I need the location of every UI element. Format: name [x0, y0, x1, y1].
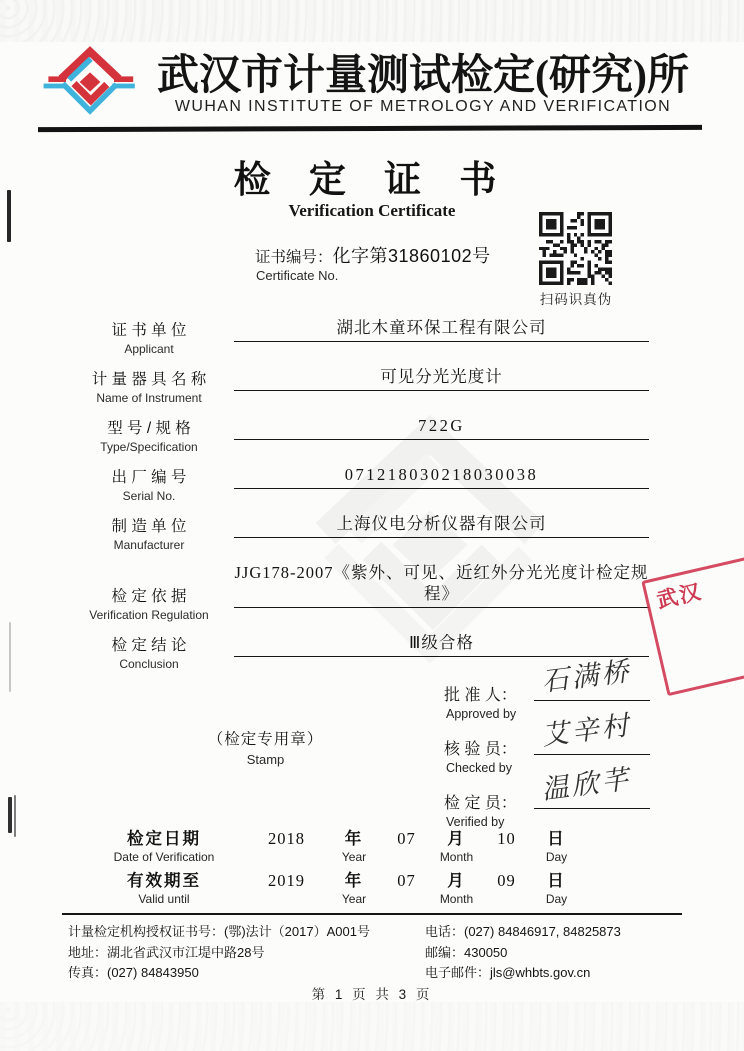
page-indicator: 第 1 页 共 3 页	[311, 987, 433, 1002]
institute-name-cn: 武汉市计量测试检定(研究)所	[157, 53, 689, 99]
signature-label-en: Approved by	[446, 707, 517, 721]
signature-label-en: Verified by	[446, 815, 505, 829]
date-label-en: Date of Verification	[113, 850, 215, 864]
field-row-serial-no	[64, 464, 649, 504]
field-label-cn: 检 定 结 论	[111, 637, 187, 654]
signature-line	[534, 808, 650, 809]
date-month-unit-en: Month	[439, 850, 474, 864]
certificate-number	[255, 242, 491, 268]
field-label-cn: 型 号 / 规 格	[107, 420, 191, 437]
certificate-number-value: 化字第31860102号	[332, 246, 491, 266]
date-day-value: 09	[497, 871, 516, 890]
date-day-value: 10	[497, 829, 516, 848]
field-row-type-specification	[64, 415, 649, 455]
date-year-value: 2018	[268, 829, 305, 848]
signature-label-cn: 批 准 人：	[444, 687, 517, 704]
field-value: 722G	[234, 415, 649, 440]
date-label-cn: 有效期至	[127, 872, 201, 890]
footer-authorization: 计量检定机构授权证书号：(鄂)法计（2017）A001号	[68, 924, 370, 939]
date-month-value: 07	[397, 871, 416, 890]
field-label-en: Manufacturer	[113, 538, 185, 552]
certificate-number-label-en: Certificate No.	[256, 268, 339, 283]
field-label-cn: 证 书 单 位	[111, 322, 187, 339]
institute-name-en: WUHAN INSTITUTE OF METROLOGY AND VERIFICATION	[174, 98, 672, 115]
handwritten-signature: 石满桥	[542, 655, 636, 697]
document-title-en: Verification Certificate	[288, 201, 456, 220]
scan-noise-top	[0, 0, 744, 42]
footer-postcode: 邮编：430050	[425, 944, 508, 960]
date-year-unit: 年	[344, 830, 364, 848]
footer-left-column	[68, 922, 418, 984]
date-month-unit: 月	[447, 872, 466, 890]
date-year-unit: 年	[344, 872, 364, 890]
field-label-cn: 检 定 依 据	[111, 588, 187, 605]
footer-rule	[62, 913, 682, 915]
qr-code	[539, 212, 612, 285]
signature-line	[534, 700, 650, 701]
stamp-note	[178, 727, 353, 767]
date-day-unit-en: Day	[545, 850, 568, 864]
field-label-en: Applicant	[124, 342, 174, 356]
field-row-manufacturer	[64, 513, 649, 553]
signature-label-cn: 检 定 员：	[444, 795, 517, 812]
field-row-verification-regulation	[64, 562, 649, 623]
document-title-cn: 检 定 证 书	[233, 159, 511, 200]
date-year-unit-en: Year	[341, 892, 367, 906]
certificate-number-label-cn: 证书编号：	[255, 249, 333, 266]
field-value: JJG178-2007《紫外、可见、近红外分光光度计检定规程》	[234, 562, 649, 608]
signature-block	[444, 655, 650, 829]
field-row-instrument-name	[64, 366, 649, 406]
field-value: 湖北木童环保工程有限公司	[234, 317, 649, 342]
date-row-valid-until	[84, 870, 644, 907]
handwritten-signature: 温欣芊	[542, 763, 636, 805]
field-value: 071218030218030038	[234, 464, 649, 489]
footer-fax: 传真：(027) 84843950	[68, 965, 199, 980]
field-value: Ⅲ级合格	[234, 632, 649, 657]
binding-mark	[14, 795, 16, 837]
scan-noise-bottom	[0, 1002, 744, 1051]
handwritten-signature: 艾辛村	[542, 709, 636, 751]
header-rule	[38, 125, 702, 132]
field-label-en: Serial No.	[122, 489, 176, 503]
field-label-cn: 出 厂 编 号	[111, 469, 187, 486]
date-day-unit-en: Day	[545, 892, 568, 906]
signature-label-en: Checked by	[446, 761, 513, 775]
signature-line	[534, 754, 650, 755]
field-label-en: Type/Specification	[100, 440, 198, 454]
footer-phone: 电话：(027) 84846917, 84825873	[425, 924, 621, 939]
date-day-unit: 日	[547, 872, 566, 890]
field-label-cn: 计 量 器 具 名 称	[91, 371, 207, 388]
stamp-note-cn: （检定专用章）	[207, 731, 324, 748]
stamp-note-en: Stamp	[246, 752, 285, 767]
date-month-value: 07	[397, 829, 416, 848]
field-label-cn: 制 造 单 位	[111, 518, 187, 535]
date-year-value: 2019	[268, 871, 305, 890]
dates-block	[84, 828, 644, 912]
field-label-en: Conclusion	[119, 657, 179, 671]
binding-mark	[9, 622, 11, 692]
date-label-en: Valid until	[138, 892, 190, 906]
field-value: 上海仪电分析仪器有限公司	[234, 513, 649, 538]
binding-mark	[8, 797, 12, 833]
footer-right-column	[425, 922, 705, 984]
date-label-cn: 检定日期	[127, 830, 201, 848]
date-month-unit: 月	[447, 830, 466, 848]
institute-logo-icon	[42, 42, 138, 126]
date-year-unit-en: Year	[341, 850, 367, 864]
date-month-unit-en: Month	[439, 892, 474, 906]
qr-caption: 扫码识真伪	[539, 292, 613, 307]
field-row-applicant	[64, 317, 649, 357]
footer-address: 地址：湖北省武汉市江堤中路28号	[68, 944, 265, 960]
signature-label-cn: 核 验 员：	[444, 741, 517, 758]
date-day-unit: 日	[547, 830, 566, 848]
certificate-fields	[64, 317, 649, 681]
footer-email: 电子邮件：jls@whbts.gov.cn	[425, 965, 591, 980]
red-seal-text: 武汉	[654, 580, 705, 613]
date-row-verification	[84, 828, 644, 865]
field-label-en: Name of Instrument	[96, 391, 202, 405]
field-value: 可见分光光度计	[234, 366, 649, 391]
red-seal-stamp	[641, 554, 744, 696]
field-label-en: Verification Regulation	[89, 608, 209, 622]
